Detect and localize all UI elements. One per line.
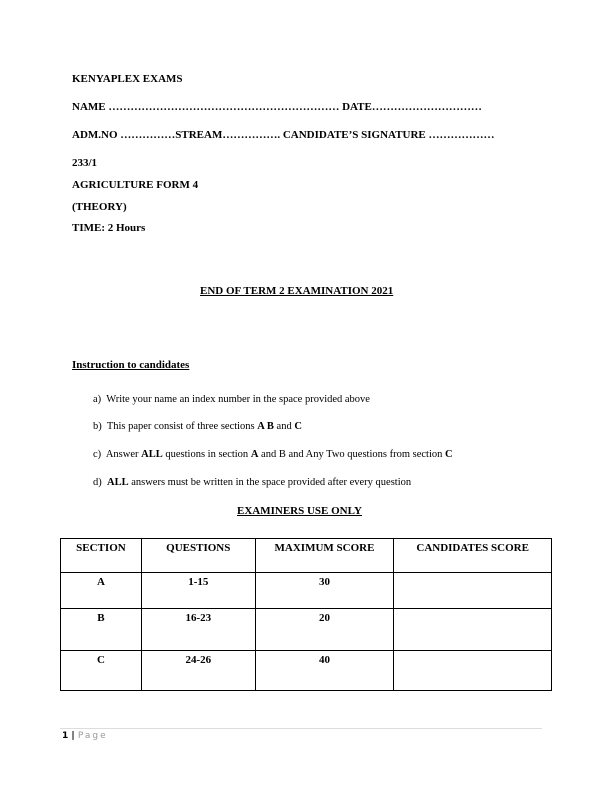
candidate-score-cell[interactable] [394, 573, 552, 609]
instruction-text: and [273, 421, 295, 432]
instruction-a [93, 394, 370, 405]
column-header: QUESTIONS [141, 539, 255, 573]
instruction-text: Answer [105, 449, 142, 460]
table-header-row [61, 539, 552, 573]
table-row [61, 573, 552, 609]
org-name: KENYAPLEX EXAMS [72, 73, 183, 85]
page-number: 1 [62, 731, 69, 741]
bold-text: A [250, 449, 259, 460]
page-label: Page [77, 731, 108, 741]
page-footer [62, 731, 108, 741]
section-cell: C [61, 651, 142, 691]
footer-divider [60, 728, 542, 729]
instruction-text: and B and Any Two questions from section [258, 449, 446, 460]
marker: a) [93, 394, 102, 405]
instruction-text: Write your name an index number in the space provided above [106, 394, 370, 405]
table-row [61, 651, 552, 691]
marker: d) [93, 477, 102, 488]
marker: b) [93, 421, 102, 432]
exam-title: END OF TERM 2 EXAMINATION 2021 [200, 285, 394, 297]
column-header: CANDIDATES SCORE [394, 539, 552, 573]
candidate-score-cell[interactable] [394, 609, 552, 651]
instructions-heading: Instruction to candidates [72, 359, 190, 371]
max-score-cell: 30 [255, 573, 394, 609]
questions-cell: 24-26 [141, 651, 255, 691]
bold-text: ALL [107, 477, 129, 488]
time-allowed: TIME: 2 Hours [72, 222, 146, 234]
column-header: SECTION [61, 539, 142, 573]
paper-code: 233/1 [72, 157, 98, 169]
footer-separator: | [68, 731, 78, 741]
candidate-score-cell[interactable] [394, 651, 552, 691]
bold-text: C [445, 449, 453, 460]
examiners-heading: EXAMINERS USE ONLY [237, 505, 362, 517]
max-score-cell: 20 [255, 609, 394, 651]
instruction-c [93, 449, 453, 460]
instruction-text: This paper consist of three sections [106, 421, 258, 432]
bold-text: A B [257, 421, 274, 432]
adm-stream-signature-line: ADM.NO ……………STREAM……………. CANDIDATE’S SIGNATURE ……………… [72, 129, 495, 141]
questions-cell: 1-15 [141, 573, 255, 609]
table-row [61, 609, 552, 651]
questions-cell: 16-23 [141, 609, 255, 651]
marker: c) [93, 449, 102, 460]
section-cell: A [61, 573, 142, 609]
instruction-text: questions in section [162, 449, 251, 460]
score-table [60, 538, 552, 691]
instruction-d [93, 477, 411, 488]
bold-text: C [294, 421, 302, 432]
instruction-text: answers must be written in the space provided after every question [128, 477, 412, 488]
instruction-b [93, 421, 302, 432]
max-score-cell: 40 [255, 651, 394, 691]
paper-type: (THEORY) [72, 201, 127, 213]
column-header: MAXIMUM SCORE [255, 539, 394, 573]
section-cell: B [61, 609, 142, 651]
subject: AGRICULTURE FORM 4 [72, 179, 199, 191]
name-date-line: NAME ……………………………………………………… DATE………………………… [72, 101, 482, 113]
bold-text: ALL [141, 449, 163, 460]
